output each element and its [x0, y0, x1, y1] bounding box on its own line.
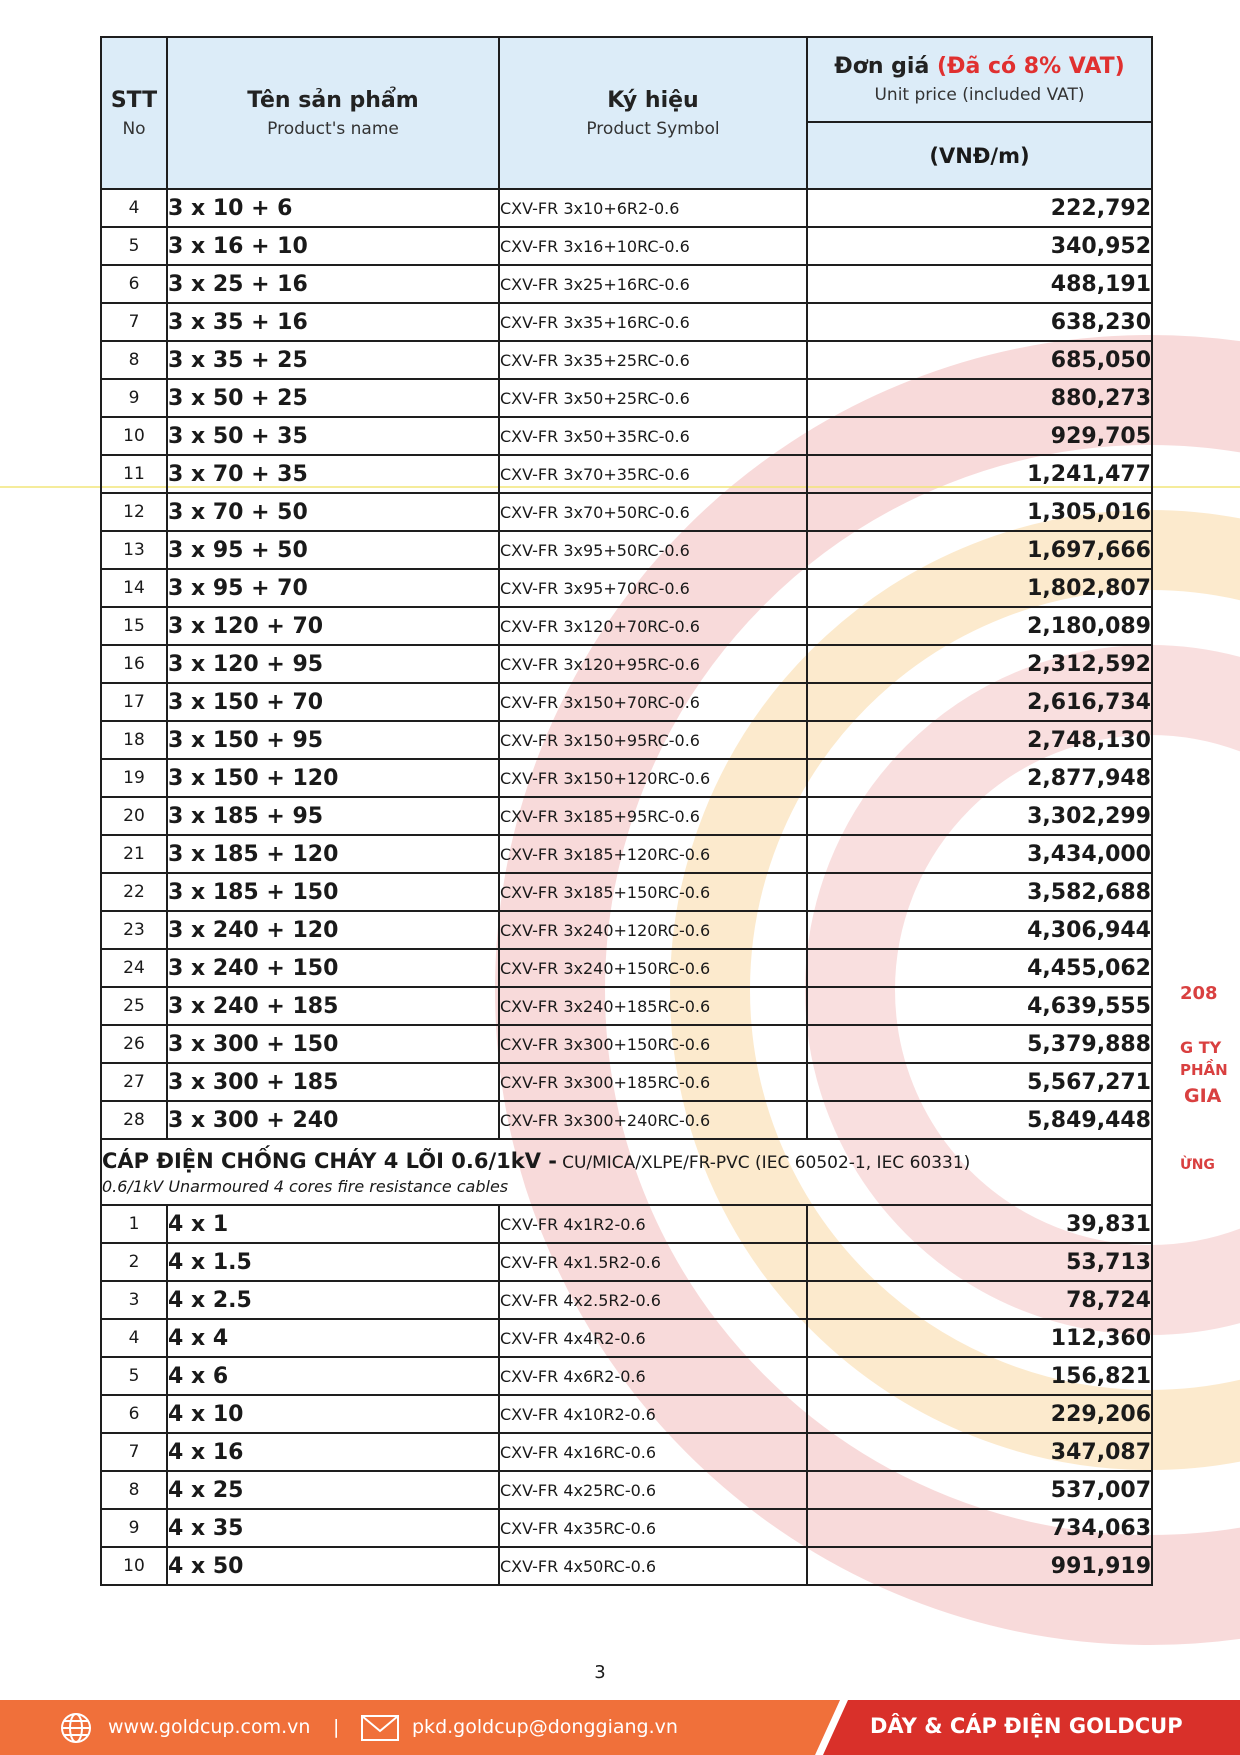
cell-product-name: 3 x 150 + 95 — [167, 721, 499, 759]
table-row — [101, 1281, 1152, 1319]
cell-product-name: 3 x 70 + 35 — [167, 455, 499, 493]
cell-no: 7 — [101, 303, 167, 341]
footer-email-link[interactable]: pkd.goldcup@donggiang.vn — [412, 1716, 678, 1738]
cell-product-name: 4 x 50 — [167, 1547, 499, 1585]
cell-price: 4,639,555 — [807, 987, 1152, 1025]
table-row — [101, 797, 1152, 835]
cell-no: 6 — [101, 1395, 167, 1433]
section-4core — [101, 1139, 1152, 1205]
table-row — [101, 1319, 1152, 1357]
cell-symbol: CXV-FR 3x50+35RC-0.6 — [499, 417, 807, 455]
cell-no: 27 — [101, 1063, 167, 1101]
cell-no: 12 — [101, 493, 167, 531]
table-row — [101, 1025, 1152, 1063]
cell-price: 222,792 — [807, 189, 1152, 227]
cell-symbol: CXV-FR 4x4R2-0.6 — [499, 1319, 807, 1357]
table-row — [101, 645, 1152, 683]
cell-product-name: 3 x 150 + 70 — [167, 683, 499, 721]
header-name-en: Product's name — [267, 118, 399, 139]
cell-product-name: 4 x 1.5 — [167, 1243, 499, 1281]
header-stt-vi: STT — [110, 87, 158, 113]
cell-price: 734,063 — [807, 1509, 1152, 1547]
table-row — [101, 835, 1152, 873]
cell-symbol: CXV-FR 4x2.5R2-0.6 — [499, 1281, 807, 1319]
header-name — [167, 37, 499, 189]
cell-symbol: CXV-FR 3x150+70RC-0.6 — [499, 683, 807, 721]
header-unit-label: (VNĐ/m) — [929, 143, 1030, 168]
cell-symbol: CXV-FR 3x35+25RC-0.6 — [499, 341, 807, 379]
cell-no: 9 — [101, 1509, 167, 1547]
cell-price: 537,007 — [807, 1471, 1152, 1509]
cell-symbol: CXV-FR 4x1R2-0.6 — [499, 1205, 807, 1243]
cell-no: 7 — [101, 1433, 167, 1471]
cell-product-name: 3 x 35 + 16 — [167, 303, 499, 341]
header-symbol-vi: Ký hiệu — [607, 87, 699, 113]
cell-price: 39,831 — [807, 1205, 1152, 1243]
cell-symbol: CXV-FR 4x50RC-0.6 — [499, 1547, 807, 1585]
cell-price: 2,877,948 — [807, 759, 1152, 797]
cell-price: 1,802,807 — [807, 569, 1152, 607]
cell-no: 22 — [101, 873, 167, 911]
cell-no: 10 — [101, 1547, 167, 1585]
cell-price: 991,919 — [807, 1547, 1152, 1585]
stamp-text-4: GIA — [1184, 1085, 1222, 1107]
cell-symbol: CXV-FR 3x240+120RC-0.6 — [499, 911, 807, 949]
cell-no: 9 — [101, 379, 167, 417]
cell-symbol: CXV-FR 4x25RC-0.6 — [499, 1471, 807, 1509]
cell-no: 6 — [101, 265, 167, 303]
cell-no: 26 — [101, 1025, 167, 1063]
cell-symbol: CXV-FR 3x10+6R2-0.6 — [499, 189, 807, 227]
cell-price: 340,952 — [807, 227, 1152, 265]
cell-symbol: CXV-FR 3x50+25RC-0.6 — [499, 379, 807, 417]
cell-symbol: CXV-FR 3x95+50RC-0.6 — [499, 531, 807, 569]
table-row — [101, 949, 1152, 987]
cell-no: 28 — [101, 1101, 167, 1139]
cell-symbol: CXV-FR 3x300+150RC-0.6 — [499, 1025, 807, 1063]
table-row — [101, 1471, 1152, 1509]
cell-product-name: 3 x 300 + 185 — [167, 1063, 499, 1101]
table-row — [101, 455, 1152, 493]
cell-price: 2,312,592 — [807, 645, 1152, 683]
cell-no: 10 — [101, 417, 167, 455]
cell-product-name: 4 x 4 — [167, 1319, 499, 1357]
cell-symbol: CXV-FR 3x35+16RC-0.6 — [499, 303, 807, 341]
cell-product-name: 3 x 240 + 150 — [167, 949, 499, 987]
table-row — [101, 303, 1152, 341]
cell-symbol: CXV-FR 3x16+10RC-0.6 — [499, 227, 807, 265]
cell-price: 929,705 — [807, 417, 1152, 455]
table-row — [101, 1063, 1152, 1101]
cell-product-name: 4 x 10 — [167, 1395, 499, 1433]
table-body-4core — [101, 1205, 1152, 1585]
stamp-text-1: 208 — [1180, 983, 1218, 1004]
cell-price: 2,748,130 — [807, 721, 1152, 759]
table-row — [101, 569, 1152, 607]
table-row — [101, 1395, 1152, 1433]
table-row — [101, 1547, 1152, 1585]
cell-price: 112,360 — [807, 1319, 1152, 1357]
footer-website-link[interactable]: www.goldcup.com.vn — [108, 1716, 311, 1738]
table-row — [101, 1205, 1152, 1243]
cell-symbol: CXV-FR 3x150+95RC-0.6 — [499, 721, 807, 759]
cell-no: 23 — [101, 911, 167, 949]
cell-product-name: 3 x 16 + 10 — [167, 227, 499, 265]
section-4core-header — [101, 1139, 1152, 1205]
cell-symbol: CXV-FR 3x240+185RC-0.6 — [499, 987, 807, 1025]
table-body-3core — [101, 189, 1152, 1139]
cell-product-name: 4 x 2.5 — [167, 1281, 499, 1319]
cell-no: 4 — [101, 1319, 167, 1357]
table-row — [101, 1357, 1152, 1395]
footer-brand-name: GOLDCUP — [1068, 1714, 1183, 1738]
header-symbol — [499, 37, 807, 189]
cell-price: 1,305,016 — [807, 493, 1152, 531]
cell-symbol: CXV-FR 3x300+185RC-0.6 — [499, 1063, 807, 1101]
table-row — [101, 1433, 1152, 1471]
cell-symbol: CXV-FR 4x6R2-0.6 — [499, 1357, 807, 1395]
cell-product-name: 3 x 95 + 50 — [167, 531, 499, 569]
cell-symbol: CXV-FR 4x16RC-0.6 — [499, 1433, 807, 1471]
cell-symbol: CXV-FR 3x70+50RC-0.6 — [499, 493, 807, 531]
cell-symbol: CXV-FR 3x150+120RC-0.6 — [499, 759, 807, 797]
cell-no: 2 — [101, 1243, 167, 1281]
footer-brand-prefix: DÂY & CÁP ĐIỆN — [870, 1714, 1062, 1738]
table-row — [101, 341, 1152, 379]
cell-product-name: 3 x 120 + 70 — [167, 607, 499, 645]
cell-no: 16 — [101, 645, 167, 683]
page-number: 3 — [594, 1662, 606, 1683]
cell-product-name: 3 x 25 + 16 — [167, 265, 499, 303]
table-row — [101, 607, 1152, 645]
table-row — [101, 531, 1152, 569]
cell-product-name: 3 x 300 + 150 — [167, 1025, 499, 1063]
cell-product-name: 3 x 185 + 150 — [167, 873, 499, 911]
cell-symbol: CXV-FR 3x300+240RC-0.6 — [499, 1101, 807, 1139]
cell-symbol: CXV-FR 3x70+35RC-0.6 — [499, 455, 807, 493]
cell-product-name: 4 x 25 — [167, 1471, 499, 1509]
cell-product-name: 3 x 50 + 25 — [167, 379, 499, 417]
section-4core-title: CÁP ĐIỆN CHỐNG CHÁY 4 LÕI 0.6/1kV - — [102, 1148, 557, 1173]
cell-no: 4 — [101, 189, 167, 227]
cell-symbol: CXV-FR 4x35RC-0.6 — [499, 1509, 807, 1547]
table-row — [101, 759, 1152, 797]
header-stt — [101, 37, 167, 189]
header-price — [807, 37, 1152, 122]
cell-no: 13 — [101, 531, 167, 569]
cell-product-name: 3 x 10 + 6 — [167, 189, 499, 227]
cell-symbol: CXV-FR 3x95+70RC-0.6 — [499, 569, 807, 607]
cell-symbol: CXV-FR 4x10R2-0.6 — [499, 1395, 807, 1433]
cell-price: 229,206 — [807, 1395, 1152, 1433]
stamp-text-2: G TY — [1180, 1038, 1222, 1057]
cell-price: 78,724 — [807, 1281, 1152, 1319]
cell-product-name: 4 x 35 — [167, 1509, 499, 1547]
cell-price: 3,582,688 — [807, 873, 1152, 911]
cell-no: 11 — [101, 455, 167, 493]
cell-no: 8 — [101, 341, 167, 379]
cell-price: 880,273 — [807, 379, 1152, 417]
header-price-vi — [808, 54, 1151, 79]
cell-symbol: CXV-FR 3x240+150RC-0.6 — [499, 949, 807, 987]
footer-separator: | — [333, 1716, 340, 1738]
cell-price: 685,050 — [807, 341, 1152, 379]
cell-product-name: 3 x 240 + 120 — [167, 911, 499, 949]
cell-no: 5 — [101, 227, 167, 265]
cell-price: 53,713 — [807, 1243, 1152, 1281]
cell-symbol: CXV-FR 3x185+150RC-0.6 — [499, 873, 807, 911]
cell-price: 347,087 — [807, 1433, 1152, 1471]
table-row — [101, 1243, 1152, 1281]
table-row — [101, 1509, 1152, 1547]
cell-price: 3,434,000 — [807, 835, 1152, 873]
cell-no: 5 — [101, 1357, 167, 1395]
cell-price: 4,306,944 — [807, 911, 1152, 949]
cell-no: 14 — [101, 569, 167, 607]
stamp-text-3: PHẦN — [1180, 1061, 1228, 1079]
cell-product-name: 3 x 35 + 25 — [167, 341, 499, 379]
cell-symbol: CXV-FR 3x185+120RC-0.6 — [499, 835, 807, 873]
cell-symbol: CXV-FR 4x1.5R2-0.6 — [499, 1243, 807, 1281]
cell-price: 488,191 — [807, 265, 1152, 303]
section-4core-spec: CU/MICA/XLPE/FR-PVC (IEC 60502-1, IEC 60331) — [562, 1152, 971, 1173]
cell-no: 8 — [101, 1471, 167, 1509]
stamp-text-5: ỪNG — [1180, 1157, 1215, 1173]
table-row — [101, 189, 1152, 227]
table-row — [101, 911, 1152, 949]
header-price-label: Đơn giá — [834, 54, 930, 80]
table-row — [101, 987, 1152, 1025]
cell-price: 4,455,062 — [807, 949, 1152, 987]
cell-product-name: 3 x 300 + 240 — [167, 1101, 499, 1139]
cell-price: 1,241,477 — [807, 455, 1152, 493]
cell-product-name: 3 x 120 + 95 — [167, 645, 499, 683]
cell-no: 19 — [101, 759, 167, 797]
cell-no: 17 — [101, 683, 167, 721]
cell-product-name: 4 x 1 — [167, 1205, 499, 1243]
cell-price: 638,230 — [807, 303, 1152, 341]
cell-no: 24 — [101, 949, 167, 987]
table-row — [101, 379, 1152, 417]
cell-price: 1,697,666 — [807, 531, 1152, 569]
cell-price: 3,302,299 — [807, 797, 1152, 835]
company-stamp — [1180, 965, 1240, 1185]
cell-price: 5,567,271 — [807, 1063, 1152, 1101]
cell-no: 15 — [101, 607, 167, 645]
footer-bar — [0, 1700, 1240, 1755]
table-row — [101, 721, 1152, 759]
cell-product-name: 3 x 150 + 120 — [167, 759, 499, 797]
header-stt-en: No — [122, 118, 146, 139]
cell-symbol: CXV-FR 3x185+95RC-0.6 — [499, 797, 807, 835]
cell-product-name: 3 x 240 + 185 — [167, 987, 499, 1025]
cell-price: 2,180,089 — [807, 607, 1152, 645]
cell-no: 3 — [101, 1281, 167, 1319]
header-unit — [807, 122, 1152, 189]
cell-product-name: 3 x 70 + 50 — [167, 493, 499, 531]
cell-product-name: 3 x 185 + 120 — [167, 835, 499, 873]
cell-symbol: CXV-FR 3x120+95RC-0.6 — [499, 645, 807, 683]
table-row — [101, 683, 1152, 721]
cell-price: 5,379,888 — [807, 1025, 1152, 1063]
cell-product-name: 3 x 50 + 35 — [167, 417, 499, 455]
cell-product-name: 4 x 6 — [167, 1357, 499, 1395]
table-row — [101, 1101, 1152, 1139]
cell-no: 25 — [101, 987, 167, 1025]
cell-price: 5,849,448 — [807, 1101, 1152, 1139]
cell-price: 2,616,734 — [807, 683, 1152, 721]
cell-product-name: 3 x 185 + 95 — [167, 797, 499, 835]
cell-no: 1 — [101, 1205, 167, 1243]
header-price-vat: (Đã có 8% VAT) — [936, 54, 1125, 80]
table-row — [101, 493, 1152, 531]
table-row — [101, 873, 1152, 911]
cell-price: 156,821 — [807, 1357, 1152, 1395]
header-name-vi: Tên sản phẩm — [247, 87, 419, 113]
cell-no: 21 — [101, 835, 167, 873]
table-row — [101, 417, 1152, 455]
header-symbol-en: Product Symbol — [586, 118, 720, 139]
cell-product-name: 3 x 95 + 70 — [167, 569, 499, 607]
cell-symbol: CXV-FR 3x120+70RC-0.6 — [499, 607, 807, 645]
table-row — [101, 265, 1152, 303]
cell-product-name: 4 x 16 — [167, 1433, 499, 1471]
price-table — [100, 36, 1153, 1586]
header-price-en: Unit price (included VAT) — [874, 85, 1085, 106]
footer-brand — [870, 1714, 1183, 1738]
table-row — [101, 227, 1152, 265]
cell-no: 18 — [101, 721, 167, 759]
cell-no: 20 — [101, 797, 167, 835]
cell-symbol: CXV-FR 3x25+16RC-0.6 — [499, 265, 807, 303]
section-4core-subtitle: 0.6/1kV Unarmoured 4 cores fire resistance cables — [102, 1176, 509, 1196]
